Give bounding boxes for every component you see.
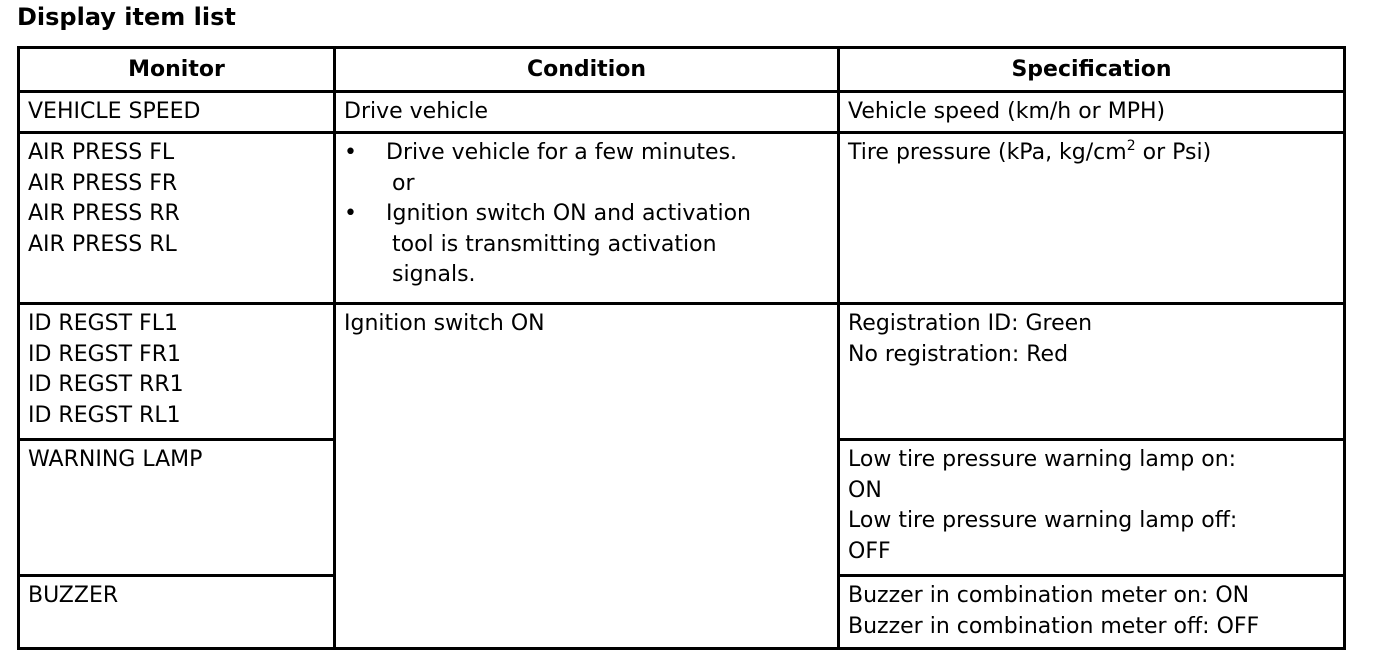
table-row-air-press (19, 133, 1345, 304)
bullet-icon: • (344, 201, 357, 226)
condition-bullet-item (344, 199, 831, 291)
condition-text: Ignition switch ON (344, 311, 545, 336)
specification-text: ON (848, 477, 882, 503)
condition-continuation: tool is transmitting activation (392, 231, 717, 257)
monitor-item: AIR PRESS RR (28, 201, 180, 226)
monitor-cell (19, 304, 335, 440)
condition-cell (335, 304, 839, 649)
specification-cell (839, 304, 1345, 440)
monitor-item: ID REGST FL1 (28, 311, 178, 336)
condition-continuation: signals. (392, 262, 476, 287)
monitor-item: VEHICLE SPEED (28, 98, 201, 124)
specification-cell (839, 440, 1345, 576)
specification-text: OFF (848, 538, 891, 564)
specification-text: Buzzer in combination meter off: OFF (848, 613, 1260, 639)
monitor-cell (19, 133, 335, 304)
monitor-cell (19, 576, 335, 649)
condition-text: Ignition switch ON and activation (386, 201, 751, 226)
condition-bullet-list (344, 138, 831, 291)
table-row-id-regst (19, 304, 1345, 440)
table-header-row (19, 48, 1345, 92)
specification-cell (839, 576, 1345, 649)
display-item-table (17, 46, 1346, 650)
bullet-icon: • (344, 140, 357, 165)
monitor-item: AIR PRESS RL (28, 231, 177, 257)
header-condition: Condition (335, 48, 839, 92)
monitor-cell (19, 91, 335, 133)
specification-text: Low tire pressure warning lamp off: (848, 508, 1238, 533)
monitor-item: ID REGST RR1 (28, 372, 184, 397)
condition-text: Drive vehicle (344, 98, 488, 124)
monitor-item: AIR PRESS FR (28, 170, 178, 196)
spec-suffix: or Psi) (1135, 140, 1212, 165)
spec-prefix: Tire pressure (kPa, kg/cm (848, 140, 1127, 165)
monitor-item: ID REGST RL1 (28, 402, 181, 428)
superscript: 2 (1126, 138, 1136, 154)
monitor-item: WARNING LAMP (28, 447, 203, 472)
specification-text: Buzzer in combination meter on: ON (848, 583, 1250, 608)
header-specification: Specification (839, 48, 1345, 92)
monitor-cell (19, 440, 335, 576)
condition-cell (335, 133, 839, 304)
specification-text: Low tire pressure warning lamp on: (848, 447, 1237, 472)
monitor-item: AIR PRESS FL (28, 140, 175, 165)
specification-text: Vehicle speed (km/h or MPH) (848, 98, 1166, 124)
monitor-item: BUZZER (28, 583, 119, 608)
specification-cell (839, 133, 1345, 304)
header-monitor: Monitor (19, 48, 335, 92)
condition-cell (335, 91, 839, 133)
condition-text: Drive vehicle for a few minutes. (386, 140, 738, 165)
specification-text: No registration: Red (848, 341, 1069, 367)
table-row-vehicle-speed (19, 91, 1345, 133)
specification-cell (839, 91, 1345, 133)
specification-text (848, 138, 1337, 169)
monitor-item: ID REGST FR1 (28, 341, 181, 367)
page-title: Display item list (17, 3, 236, 31)
condition-bullet-item (344, 138, 831, 199)
condition-continuation: or (392, 170, 415, 196)
specification-text: Registration ID: Green (848, 311, 1093, 336)
